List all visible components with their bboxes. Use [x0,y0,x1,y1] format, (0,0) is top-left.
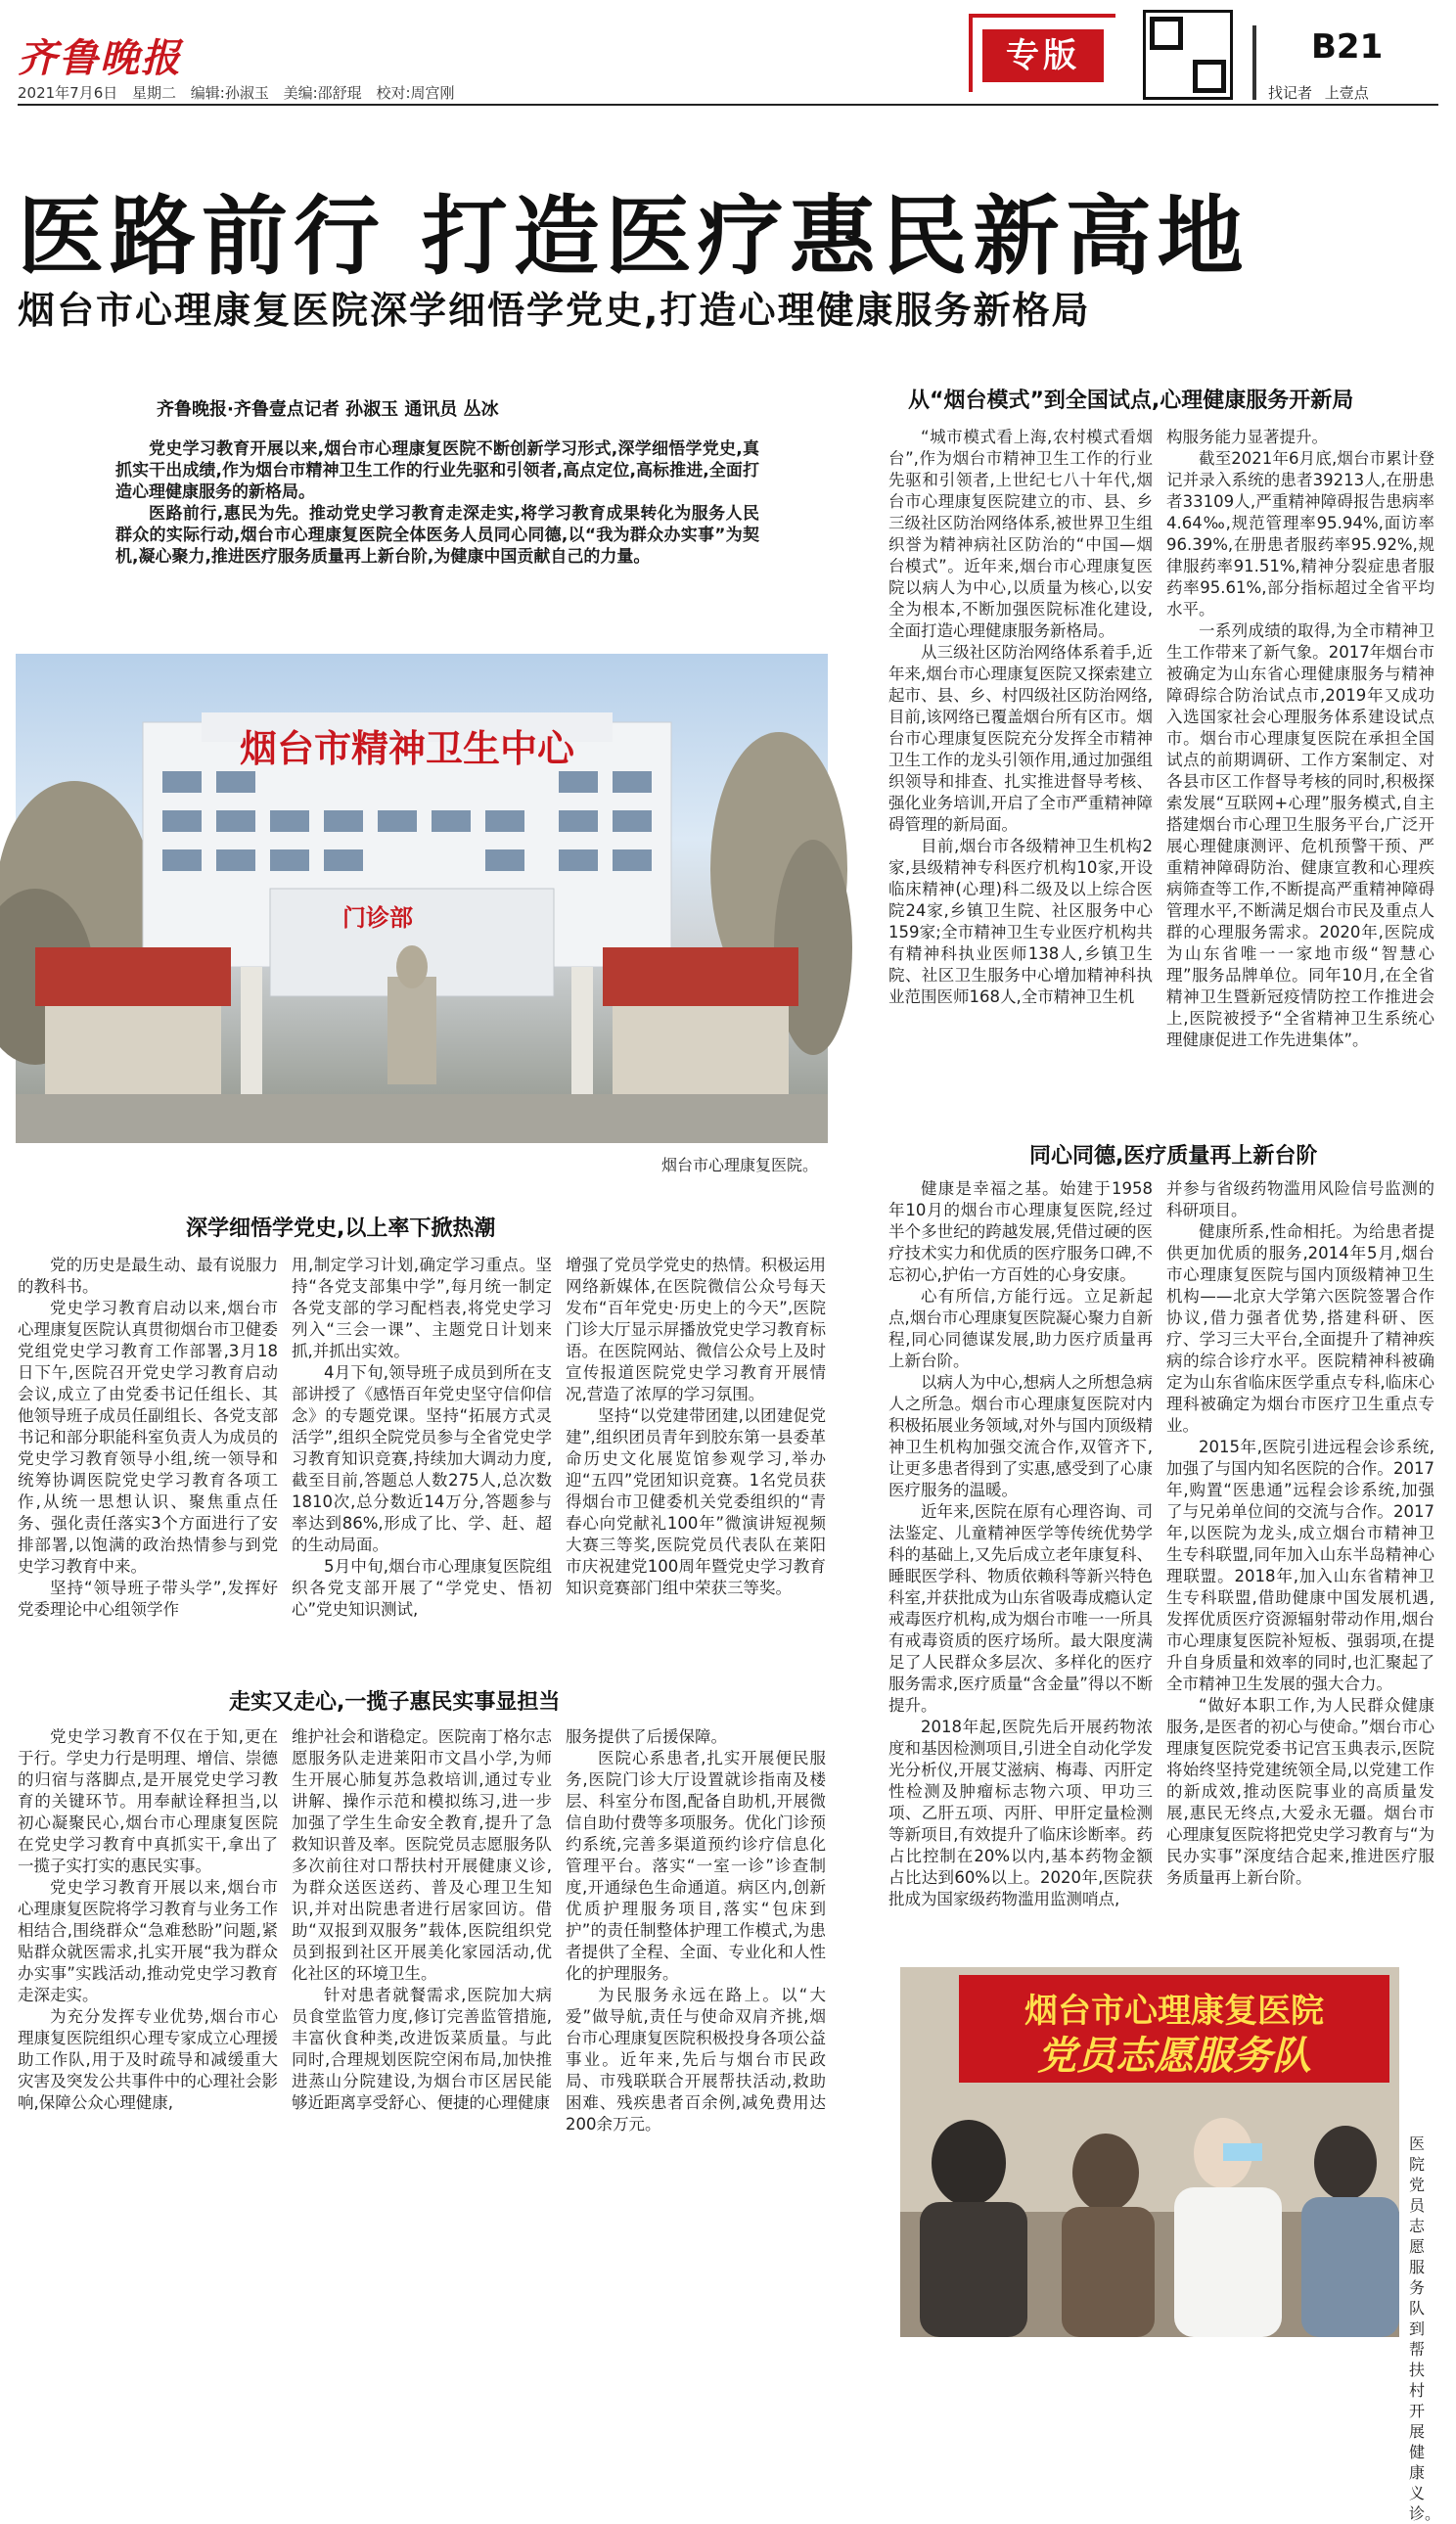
paragraph: 坚持“领导班子带头学”,发挥好党委理论中心组领学作 [18,1579,278,1619]
hospital-photo-caption: 烟台市心理康复医院。 [661,1156,819,1174]
lead-paragraphs [115,438,759,568]
hospital-building-illustration [16,654,828,1143]
section-title-yantai-model: 从“烟台模式”到全国试点,心理健康服务开新局 [908,389,1354,413]
paragraph: 2018年起,医院先后开展药物浓度和基因检测项目,引进全自动化学发光分析仪,开展艾滋病、梅毒、丙肝定性检测及肿瘤标志物六项、甲功三项、乙肝五项、丙肝、甲肝定量检测等新项目,有效提升了临床诊断率。药占比控制在20%以内,基本药物金额占比达到60%以上。2020年,医院获批成为国家级药物滥用监测哨点, [888,1718,1153,1908]
section3-column-2 [1166,427,1434,1114]
paragraph: 坚持“以党建带团建,以团建促党建”,组织团员青年到胶东第一县委革命历史文化展览馆参观学习,举办迎“五四”党团知识竞赛。1名党员获得烟台市卫健委机关党委组织的“青春心向党献礼100年”微演讲短视频大赛三等奖,医院党员代表队在莱阳市庆祝建党100周年暨党史学习教育知识竞赛部门组中荣获三等奖。 [566,1406,826,1597]
paragraph: 以病人为中心,想病人之所想急病人之所急。烟台市心理康复医院对内积极拓展业务领域,对外与国内顶级精神卫生机构加强交流合作,双管齐下,让更多患者得到了实惠,感受到了心康医疗服务的温暖。 [888,1373,1153,1499]
paragraph: 截至2021年6月底,烟台市累计登记并录入系统的患者39213人,在册患者33109人,严重精神障碍报告患病率4.64‰,规范管理率95.94%,面访率96.39%,在册患者服药率95.92%,规律服药率91.51%,精神分裂症患者服药率95.61%,部分指标超过全省平均水平。 [1166,449,1434,619]
volunteer-photo-caption: 医院党员志愿服务队到帮扶村开展健康义诊。 [1409,2134,1441,2523]
paragraph: 近年来,医院在原有心理咨询、司法鉴定、儿童精神医学等传统优势学科的基础上,又先后成立老年康复科、睡眠医学科、物质依赖科等新兴特色科室,并获批成为山东省吸毒成瘾认定戒毒医疗机构,成为烟台市唯一一所具有戒毒资质的医疗场所。最大限度满足了人民群众多层次、多样化的医疗服务需求,医疗质量“含金量”得以不断提升。 [888,1502,1153,1715]
paragraph: 党史学习教育开展以来,烟台市心理康复医院将学习教育与业务工作相结合,围绕群众“急难愁盼”问题,紧贴群众就医需求,扎实开展“我为群众办实事”实践活动,推动党史学习教育走深走实。 [18,1878,278,2004]
byline: 齐鲁晚报·齐鲁壹点记者 孙淑玉 通讯员 丛冰 [157,399,499,420]
lead-paragraph: 党史学习教育开展以来,烟台市心理康复医院不断创新学习形式,深学细悟学党史,真抓实干出成绩,作为烟台市精神卫生工作的行业先驱和引领者,高点定位,高标推进,全面打造心理健康服务的新格局。 [115,439,759,502]
paragraph: 健康所系,性命相托。为给患者提供更加优质的服务,2014年5月,烟台市心理康复医院与国内顶级精神卫生机构——北京大学第六医院签署合作协议,借力强者优势,搭建科研、医疗、学习三大平台,全面提升了精神疾病的综合诊疗水平。医院精神科被确定为山东省临床医学重点专科,临床心理科被确定为烟台市医疗卫生重点专业。 [1166,1222,1434,1435]
section2-column-2 [292,1726,552,2337]
header-divider [18,104,1438,106]
banner-line-2: 党员志愿服务队 [1037,2033,1311,2079]
paragraph: 心有所信,方能行远。立足新起点,烟台市心理康复医院凝心聚力自新程,同心同德谋发展,助力医疗质量再上新台阶。 [888,1287,1153,1370]
section1-column-1 [18,1255,278,1666]
section-title-medical-quality: 同心同德,医疗质量再上新台阶 [1029,1144,1318,1169]
section-title-practical-deeds: 走实又走心,一揽子惠民实事显担当 [229,1690,561,1715]
paragraph: 为民服务永远在路上。以“大爱”做导航,责任与使命双肩齐挑,烟台市心理康复医院积极投身各项公益事业。近年来,先后与烟台市民政局、市残联联合开展帮扶活动,救助困难、残疾患者百余例,减免费用达200余万元。 [566,1986,826,2134]
hospital-building-photo [16,654,828,1143]
section1-column-2 [292,1255,552,1666]
paragraph: 目前,烟台市各级精神卫生机构2家,县级精神专科医疗机构10家,开设临床精神(心理)科二级及以上综合医院24家,乡镇卫生院、社区服务中心159家;全市精神卫生专业医疗机构共有精神科执业医师138人,乡镇卫生院、社区卫生服务中心增加精神科执业范围医师168人,全市精神卫生机 [888,837,1153,1006]
page-number: B21 [1311,27,1384,67]
paragraph: 2015年,医院引进远程会诊系统,加强了与国内知名医院的合作。2017年,购置“医患通”远程会诊系统,加强了与兄弟单位间的交流与合作。2017年,以医院为龙头,成立烟台市精神卫生专科联盟,同年加入山东半岛精神心理联盟。2018年,加入山东省精神卫生专科联盟,借助健康中国发展机遇,发挥优质医疗资源辐射带动作用,烟台市心理康复医院补短板、强弱项,在提升自身质量和效率的同时,也汇聚起了全市精神卫生发展的强大合力。 [1166,1438,1434,1693]
dateline: 2021年7月6日 星期二 编辑:孙淑玉 美编:邵舒琨 校对:周宫刚 [18,84,455,102]
paragraph: 维护社会和谐稳定。医院南丁格尔志愿服务队走进莱阳市文昌小学,为师生开展心肺复苏急救培训,通过专业讲解、操作示范和模拟练习,进一步加强了学生生命安全教育,提升了急救知识普及率。医院党员志愿服务队多次前往对口帮扶村开展健康义诊,为群众送医送药、普及心理卫生知识,并对出院患者进行居家回访。借助“双报到双服务”载体,医院组织党员到报到社区开展美化家园活动,优化社区的环境卫生。 [292,1727,552,1983]
subheadline: 烟台市心理康复医院深学细悟学党史,打造心理健康服务新格局 [18,289,1091,332]
qr-code-icon[interactable] [1143,10,1233,100]
volunteer-clinic-photo [900,1967,1399,2337]
paragraph: 构服务能力显著提升。 [1166,428,1328,446]
paragraph: 从三级社区防治网络体系着手,近年来,烟台市心理康复医院又探索建立起市、县、乡、村四级社区防治网络,目前,该网络已覆盖烟台所有区市。烟台市心理康复医院充分发挥全市精神卫生工作的龙头引领作用,通过加强组织领导和排查、扎实推进督导考核、强化业务培训,开启了全市严重精神障碍管理的新局面。 [888,643,1153,834]
section-badge: 专版 [982,29,1104,82]
newspaper-masthead: 齐鲁晚报 [18,35,182,81]
section-title-party-history: 深学细悟学党史,以上率下掀热潮 [186,1216,496,1241]
paragraph: 党史学习教育启动以来,烟台市心理康复医院认真贯彻烟台市卫健委党组党史学习教育工作部署,3月18日下午,医院召开党史学习教育启动会议,成立了由党委书记任组长、其他领导班子成员任副组长、各党支部书记和部分职能科室负责人为成员的党史学习教育领导小组,统一领导和统筹协调医院党史学习教育各项工作,从统一思想认识、聚焦重点任务、强化责任落实3个方面进行了安排部署,以饱满的政治热情参与到党史学习教育中来。 [18,1299,278,1576]
building-sign: 烟台市精神卫生中心 [239,727,575,770]
paragraph: 一系列成绩的取得,为全市精神卫生工作带来了新气象。2017年烟台市被确定为山东省心理健康服务与精神障碍综合防治试点市,2019年又成功入选国家社会心理服务体系建设试点市。烟台市心理康复医院在承担全国试点的前期调研、工作方案制定、对各县市区工作督导考核的同时,积极探索发展“互联网+心理”服务模式,自主搭建烟台市心理卫生服务平台,广泛开展心理健康测评、危机预警干预、严重精神障碍防治、健康宣教和心理疾病筛查等工作,不断提高严重精神障碍管理水平,不断满足烟台市民及重点人群的心理服务需求。2020年,医院成为山东省唯一一家地市级“智慧心理”服务品牌单位。同年10月,在全省精神卫生暨新冠疫情防控工作推进会上,医院被授予“全省精神卫生系统心理健康促进工作先进集体”。 [1166,621,1434,1049]
section4-column-2 [1166,1178,1434,1957]
paragraph: 增强了党员学党史的热情。积极运用网络新媒体,在医院微信公众号每天发布“百年党史·历史上的今天”,医院门诊大厅显示屏播放党史学习教育标语。在医院网站、微信公众号上及时宣传报道医院党史学习教育开展情况,营造了浓厚的学习氛围。 [566,1256,826,1403]
section2-column-1 [18,1726,278,2337]
paragraph: 为充分发挥专业优势,烟台市心理康复医院组织心理专家成立心理援助工作队,用于及时疏导和减缓重大灾害及突发公共事件中的心理社会影响,保障公众心理健康, [18,2007,278,2112]
section3-column-1 [888,427,1153,1114]
paragraph: 医院心系患者,扎实开展便民服务,医院门诊大厅设置就诊指南及楼层、科室分布图,配备自助机,开展微信自助付费等多项服务。优化门诊预约系统,完善多渠道预约诊疗信息化管理平台。落实“一室一诊”诊查制度,开通绿色生命通道。病区内,创新优质护理服务项目,落实“包床到护”的责任制整体护理工作模式,为患者提供了全程、全面、专业化和人性化的护理服务。 [566,1749,826,1983]
paragraph: 针对患者就餐需求,医院加大病员食堂监管力度,修订完善监管措施,丰富伙食种类,改进饭菜质量。与此同时,合理规划医院空闲布局,加快推进蒸山分院建设,为烟台市区居民能够近距离享受舒心、便捷的心理健康 [292,1986,552,2112]
lead-paragraph: 医路前行,惠民为先。推动党史学习教育走深走实,将学习教育成果转化为服务人民群众的实际行动,烟台市心理康复医院全体医务人员同心同德,以“我为群众办实事”为契机,凝心聚力,推进医疗服务质量再上新台阶,为健康中国贡献自己的力量。 [115,504,759,567]
paragraph: “城市模式看上海,农村模式看烟台”,作为烟台市精神卫生工作的行业先驱和引领者,上世纪七八十年代,烟台市心理康复医院建立的市、县、乡三级社区防治网络体系,被世界卫生组织誉为精神病社区防治的“中国—烟台模式”。近年来,烟台市心理康复医院以病人为中心,以质量为核心,以安全为根本,不断加强医院标准化建设,全面打造心理健康服务新格局。 [888,428,1153,640]
section2-column-3 [566,1726,826,2337]
paragraph: 并参与省级药物滥用风险信号监测的科研项目。 [1166,1179,1434,1219]
page-number-divider [1252,25,1256,100]
reporter-contact-note: 找记者 上壹点 [1268,84,1369,102]
paragraph: 服务提供了后援保障。 [566,1727,727,1746]
banner-line-1: 烟台市心理康复医院 [1024,1992,1324,2031]
headline: 医路前行 打造医疗惠民新高地 [18,185,1250,287]
page-header [0,0,1456,108]
paragraph: 5月中旬,烟台市心理康复医院组织各党支部开展了“学党史、悟初心”党史知识测试, [292,1557,552,1619]
section1-column-3 [566,1255,826,1666]
volunteer-clinic-illustration [900,1967,1399,2337]
paragraph: 4月下旬,领导班子成员到所在支部讲授了《感悟百年党史坚守信仰信念》的专题党课。坚持“拓展方式灵活学”,组织全院党员参与全省党史学习教育知识竞赛,持续加大调动力度,截至目前,答题总人数275人,总次数1810次,总分数近14万分,答题参与率达到86%,形成了比、学、赶、超的生动局面。 [292,1363,552,1554]
paragraph: 党的历史是最生动、最有说服力的教科书。 [18,1256,278,1296]
paragraph: 党史学习教育不仅在于知,更在于行。学史力行是明理、增信、崇德的归宿与落脚点,是开展党史学习教育的关键环节。用奉献诠释担当,以初心凝聚民心,烟台市心理康复医院在党史学习教育中真抓实干,拿出了一揽子实打实的惠民实事。 [18,1727,278,1875]
section4-column-1 [888,1178,1153,1957]
paragraph: “做好本职工作,为人民群众健康服务,是医者的初心与使命。”烟台市心理康复医院党委书记宫玉典表示,医院将始终坚持党建统领全局,以党建工作的新成效,推动医院事业的高质量发展,惠民无终点,大爱永无疆。烟台市心理康复医院将把党史学习教育与“为民办实事”深度结合起来,推进医疗服务质量再上新台阶。 [1166,1696,1434,1887]
paragraph: 用,制定学习计划,确定学习重点。坚持“各党支部集中学”,每月统一制定各党支部的学习配档表,将党史学习列入“三会一课”、主题党日计划来抓,并抓出实效。 [292,1256,552,1360]
paragraph: 健康是幸福之基。始建于1958年10月的烟台市心理康复医院,经过半个多世纪的跨越发展,凭借过硬的医疗技术实力和优质的医疗服务口碑,不忘初心,护佑一方百姓的心身安康。 [888,1179,1153,1284]
outpatient-sign: 门诊部 [342,904,413,932]
